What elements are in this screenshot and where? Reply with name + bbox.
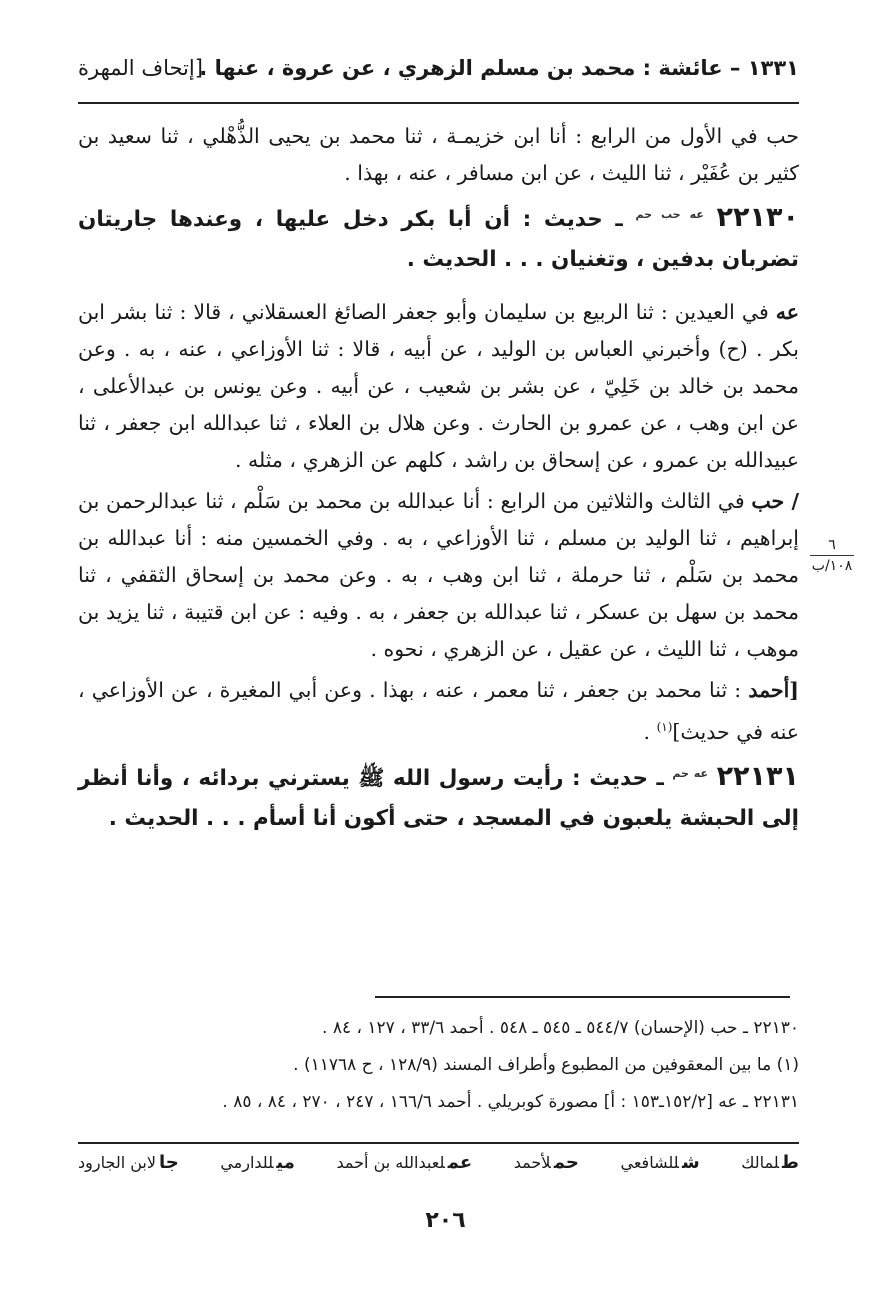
folio-bottom: ١٠٨/ب bbox=[811, 558, 853, 574]
legend-abbr: ش bbox=[681, 1152, 700, 1173]
hadith-text: ـ حديث : أن أبا بكر دخل عليها ، وعندها جاريتان تضربان بدفين ، وتغنيان . . . الحديث . bbox=[78, 207, 799, 272]
hadith-number: ٢٢١٣٠ bbox=[716, 202, 799, 233]
paragraph-end: . bbox=[643, 719, 657, 744]
footnote-rule bbox=[375, 996, 790, 998]
footnotes bbox=[90, 1010, 799, 1121]
legend-label: لابن الجارود bbox=[78, 1153, 156, 1172]
legend-label: لمالك bbox=[741, 1153, 780, 1172]
source-abbr: [أحمد bbox=[748, 678, 799, 702]
page-number: ٢٠٦ bbox=[425, 1208, 466, 1233]
source-abbr: عه bbox=[775, 300, 799, 324]
header-rule bbox=[78, 102, 799, 104]
paragraph-4 bbox=[78, 672, 799, 751]
legend-abbr: جا bbox=[158, 1152, 179, 1173]
hadith-text: ـ حديث : رأيت رسول الله ﷺ يسترني بردائه ، وأنا أنظر إلى الحبشة يلعبون في المسجد ، حتى أكون أنا أسأم . . . الحديث . bbox=[78, 765, 799, 831]
legend-label: للشافعي bbox=[620, 1153, 679, 1172]
footnote-2: (١) ما بين المعقوفين من المطبوع وأطراف المسند (١٢٨/٩ ، ح ١١٧٦٨) . bbox=[293, 1055, 799, 1075]
hadith-sigla: عه حم bbox=[672, 766, 709, 780]
footnote-3: ٢٢١٣١ ـ عه [١٥٢/٢ـ١٥٣ : أ] مصورة كوبريلي . أحمد ١٦٦/٦ ، ٢٤٧ ، ٢٧٠ ، ٨٤ ، ٨٥ . bbox=[222, 1092, 799, 1112]
legend-abbr: ط bbox=[782, 1152, 799, 1173]
legend-item bbox=[620, 1152, 699, 1173]
main-text bbox=[78, 118, 799, 839]
legend-item bbox=[741, 1152, 799, 1173]
legend-label: لعبدالله بن أحمد bbox=[336, 1153, 445, 1172]
paragraph-1: حب في الأول من الرابع : أنا ابن خزيمـة ، ثنا محمد بن يحيى الذُّهْلي ، ثنا سعيد بن كثير بن عُفَيْر ، ثنا الليث ، عن ابن مسافر ، عنه ، بهذا . bbox=[78, 124, 799, 185]
paragraph-3 bbox=[78, 483, 799, 668]
hadith-number: ٢٢١٣١ bbox=[716, 760, 799, 792]
legend-item bbox=[220, 1152, 295, 1173]
legend-abbr: حم bbox=[553, 1152, 579, 1173]
source-abbr: / حب bbox=[751, 489, 799, 513]
paragraph-2 bbox=[78, 294, 799, 479]
legend-item bbox=[337, 1152, 473, 1173]
legend-abbr: عم bbox=[447, 1152, 473, 1173]
hadith-sigla: عه حب حم bbox=[635, 207, 704, 221]
hadith-22131 bbox=[78, 757, 799, 839]
footnote-ref: (١) bbox=[656, 720, 673, 734]
legend-label: للدارمي bbox=[220, 1153, 274, 1172]
abbreviation-legend bbox=[78, 1152, 799, 1173]
legend-rule bbox=[78, 1142, 799, 1144]
folio-top: ٦ bbox=[828, 537, 836, 553]
hadith-22130 bbox=[78, 198, 799, 280]
page-header bbox=[78, 52, 799, 92]
footnote-1: ٢٢١٣٠ ـ حب (الإحسان) ٥٤٤/٧ ـ ٥٤٥ ـ ٥٤٨ . أحمد ٣٣/٦ ، ١٢٧ ، ٨٤ . bbox=[322, 1018, 799, 1038]
legend-abbr: مي bbox=[276, 1152, 295, 1173]
chapter-title: ١٣٣١ – عائشة : محمد بن مسلم الزهري ، عن عروة ، عنها . bbox=[199, 56, 799, 80]
paragraph-text: في الثالث والثلاثين من الرابع : أنا عبدالله بن محمد بن سَلْم ، ثنا عبدالرحمن بن إبراهيم ، ثنا الوليد بن مسلم ، ثنا الأوزاعي ، به . وفي الخمسين منه : أنا عبدالله بن محمد بن سَلْم ، ثنا حرملة ، ثنا ابن وهب ، به . وعن محمد بن إسحاق الثقفي ، ثنا محمد بن سهل بن عسكر ، ثنا عبدالله بن جعفر ، به . وفيه : عن ابن قتيبة ، ثنا يزيد بن موهب ، ثنا الليث ، عن عقيل ، عن الزهري ، نحوه . bbox=[78, 489, 799, 661]
paragraph-text: في العيدين : ثنا الربيع بن سليمان وأبو جعفر الصائغ العسقلاني ، قالا : ثنا بشر ابن بكر . (ح) وأخبرني العباس بن الوليد ، عن أبيه ، قالا : ثنا الأوزاعي ، عنه ، به . وعن محمد بن خالد بن خَلِيّ ، عن بشر بن شعيب ، عن أبيه . وعن يونس بن عبدالأعلى ، عن ابن وهب ، عن عمرو بن الحارث . وعن هلال بن العلاء ، ثنا عبدالله ابن جعفر ، ثنا عبيدالله بن عمرو ، عن إسحاق بن راشد ، كلهم عن الزهري ، مثله . bbox=[78, 300, 799, 472]
legend-item bbox=[78, 1152, 179, 1173]
legend-item bbox=[514, 1152, 579, 1173]
paragraph-text: : ثنا محمد بن جعفر ، ثنا معمر ، عنه ، بهذا . وعن أبي المغيرة ، عن الأوزاعي ، عنه في حديث] bbox=[78, 678, 799, 744]
book-title: [إتحاف المهرة bbox=[78, 56, 203, 80]
folio-divider bbox=[810, 555, 854, 556]
legend-label: لأحمد bbox=[513, 1153, 551, 1172]
manuscript-folio-note bbox=[806, 537, 858, 574]
